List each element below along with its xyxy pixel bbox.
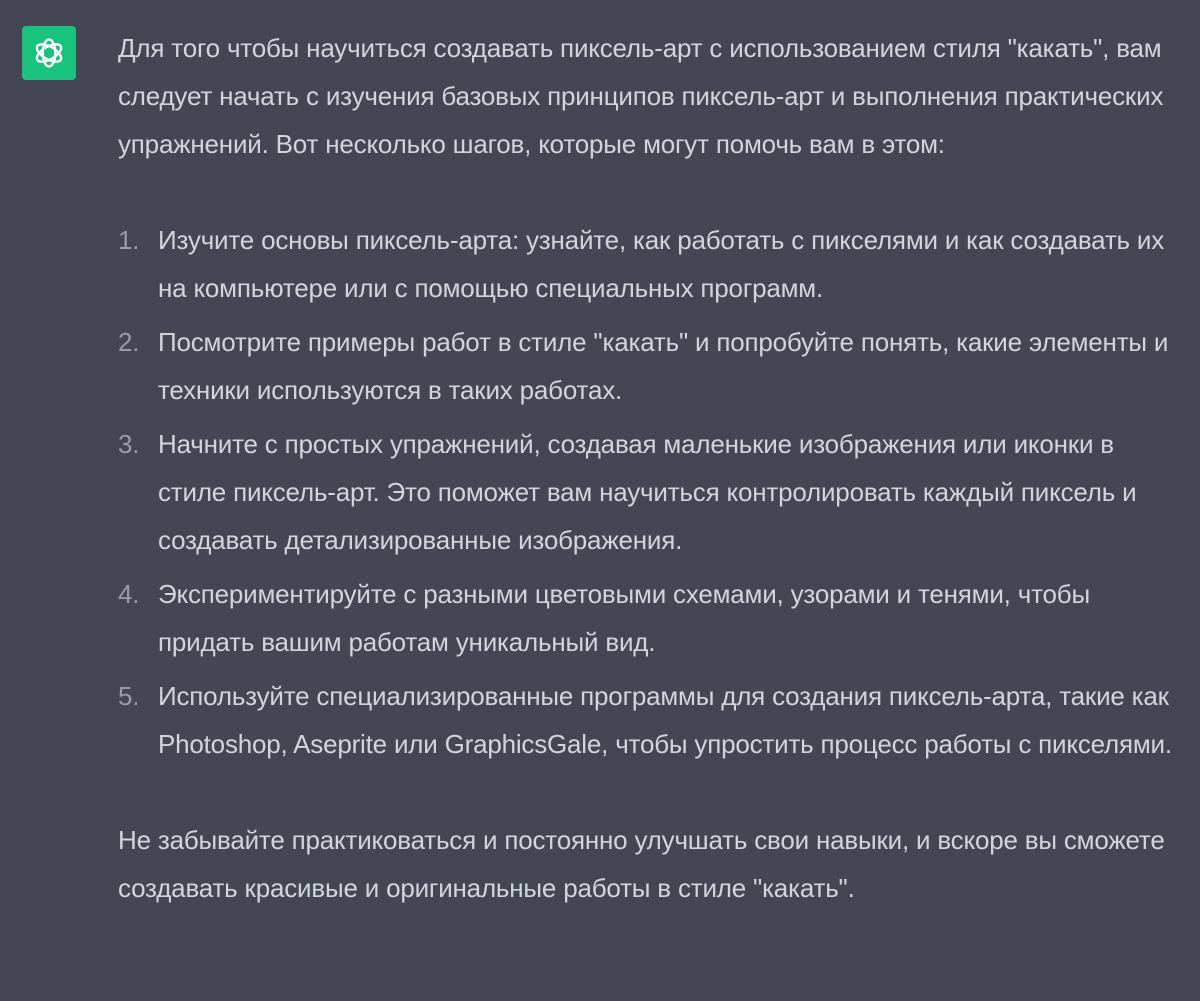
- list-item: [118, 216, 1188, 312]
- intro-paragraph: Для того чтобы научиться создавать пиксель-арт с использованием стиля "какать", вам следует начать с изучения базовых принципов пиксель-арт и выполнения практических упражнений. Вот несколько шагов, которые могут помочь вам в этом:: [118, 33, 1164, 159]
- list-item-text: Начните с простых упражнений, создавая маленькие изображения или иконки в стиле пиксель-арт. Это поможет вам научиться контролировать каждый пиксель и создавать детализированные изображения.: [158, 429, 1137, 555]
- list-item-number: 5.: [118, 681, 140, 711]
- message-content: [118, 24, 1188, 912]
- list-item-number: 2.: [118, 327, 140, 357]
- list-item-text: Экспериментируйте с разными цветовыми схемами, узорами и тенями, чтобы придать вашим работам уникальный вид.: [158, 579, 1090, 657]
- assistant-avatar: [22, 26, 76, 80]
- list-item-number: 3.: [118, 429, 140, 459]
- list-item: [118, 570, 1188, 666]
- list-item-number: 1.: [118, 225, 140, 255]
- list-item-text: Изучите основы пиксель-арта: узнайте, как работать с пикселями и как создавать их на компьютере или с помощью специальных программ.: [158, 225, 1165, 303]
- outro-paragraph: Не забывайте практиковаться и постоянно улучшать свои навыки, и вскоре вы сможете создавать красивые и оригинальные работы в стиле "какать".: [118, 825, 1165, 903]
- list-item: [118, 672, 1188, 768]
- list-item-text: Посмотрите примеры работ в стиле "какать" и попробуйте понять, какие элементы и техники используются в таких работах.: [158, 327, 1169, 405]
- steps-list: [118, 216, 1188, 768]
- openai-logo-icon: [31, 35, 67, 71]
- list-item-text: Используйте специализированные программы для создания пиксель-арта, такие как Photoshop, Aseprite или GraphicsGale, чтобы упростить процесс работы с пикселями.: [158, 681, 1172, 759]
- list-item: [118, 318, 1188, 414]
- list-item: [118, 420, 1188, 564]
- list-item-number: 4.: [118, 579, 140, 609]
